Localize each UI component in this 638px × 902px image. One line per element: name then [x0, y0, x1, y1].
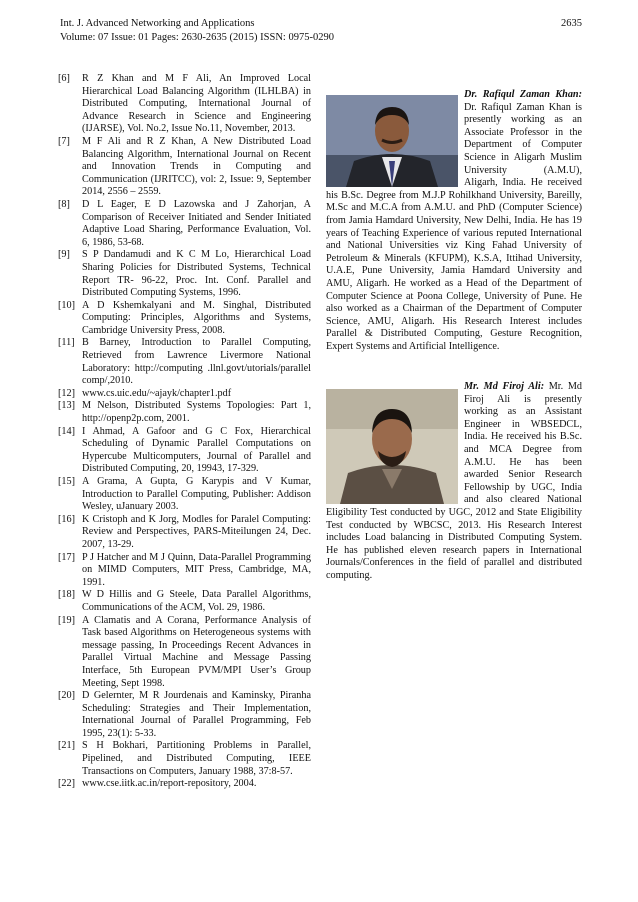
reference-number: [10] — [58, 299, 75, 311]
author-bio-text-ali: Mr. Md Firoj Ali is presently working as an Assistant Engineer in WBSEDCL, India. He received his B.Sc. and MCA Degree from A.M.U. He has been awarded Senior Research Fellowship by UGC, India and also cleared National Eligibility Test conducted by UGC, 2012 and State Eligibility Test conducted by WBCSC, 2013. His Research Interest includes Load balancing in Distributed Computing System. He has published eleven research papers in International Journals/Conferences in the field of parallel and distributed computing. — [326, 381, 582, 581]
reference-item — [58, 514, 311, 552]
reference-number: [9] — [58, 249, 70, 261]
reference-number: [7] — [58, 135, 70, 147]
reference-number: [12] — [58, 387, 75, 399]
reference-item — [58, 615, 311, 691]
reference-number: [16] — [58, 513, 75, 525]
reference-text: www.cse.iitk.ac.in/report-repository, 2004. — [82, 778, 257, 790]
reference-item — [58, 199, 311, 249]
reference-text: P J Hatcher and M J Quinn, Data-Parallel Programming on MIMD Computers, MIT Press, Cambridge, MA, 1991. — [82, 551, 311, 588]
reference-text: M F Ali and R Z Khan, A New Distributed Load Balancing Algorithm, International Journal on Recent and Innovation Trends in Computing and Communication (IJRITCC), vol: 2, Issue: 9, September 2014, 2556 – 2559. — [82, 135, 311, 198]
reference-item — [58, 249, 311, 299]
reference-text: A Grama, A Gupta, G Karypis and V Kumar, Introduction to Parallel Computing, Publisher: Addison Wesley, uJanuary 2003. — [82, 476, 311, 513]
reference-item — [58, 778, 311, 791]
reference-text: S P Dandamudi and K C M Lo, Hierarchical Load Sharing Policies for Distributed Systems, Technical Report TR- 96-22, Proc. Int. Conf. Parallel and Distributed Computing Systems, 1996. — [82, 249, 311, 299]
reference-text: B Barney, Introduction to Parallel Computing, Retrieved from Lawrence Livermore National Laboratory: http://computing .llnl.govt/utorials/parallel comp/,2010. — [82, 337, 311, 387]
reference-number: [22] — [58, 778, 75, 790]
reference-text: A Clamatis and A Corana, Performance Analysis of Task based Algorithms on Heterogeneous systems with message passing, In Proceedings Recent Advances in Parallel Virtual Machine and Message Passing Interface, 5th European PVM/MPI User’s Group Meeting, Sept 1998. — [82, 614, 311, 689]
author-bio-khan — [326, 89, 582, 353]
reference-number: [15] — [58, 476, 75, 487]
reference-item — [58, 476, 311, 514]
reference-number: [8] — [58, 198, 70, 210]
page-number: 2635 — [561, 18, 582, 29]
reference-text: www.cs.uic.edu/~ajayk/chapter1.pdf — [82, 387, 232, 399]
author-photo-khan — [326, 95, 458, 187]
reference-text: S H Bokhari, Partitioning Problems in Parallel, Pipelined, and Distributed Computing, IEEE Transactions on Computers, January 1988, 37:8-57. — [82, 740, 311, 777]
reference-item — [58, 73, 311, 136]
reference-text: M Nelson, Distributed Systems Topologies: Part 1, http://openp2p.com, 2001. — [82, 400, 311, 425]
reference-number: [19] — [58, 614, 75, 626]
reference-text: R Z Khan and M F Ali, An Improved Local Hierarchical Load Balancing Algorithm (ILHLBA) in Distributed Computing, International Journal of Advance Research in Science and Engineering (IJARSE), Vol. No.2, Issue No.11, November, 2013. — [82, 73, 311, 135]
running-header — [60, 17, 580, 45]
reference-number: [20] — [58, 690, 75, 702]
reference-number: [6] — [58, 73, 70, 84]
reference-text: K Cristoph and K Jorg, Modles for Paralel Computing: Review and Perspectives, PARS-Miteilungen 24, Dec. 2007, 13-29. — [82, 513, 311, 550]
reference-number: [14] — [58, 425, 75, 437]
reference-number: [18] — [58, 589, 75, 601]
reference-item — [58, 740, 311, 778]
reference-item — [58, 388, 311, 401]
reference-text: W D Hillis and G Steele, Data Parallel Algorithms, Communications of the ACM, Vol. 29, 1986. — [82, 589, 311, 613]
reference-item — [58, 589, 311, 614]
reference-text: I Ahmad, A Gafoor and G C Fox, Hierarchical Scheduling of Dynamic Parallel Computations on Hypercube Multicomputers, Journal of Parallel and Distributed Computing, 20, 19943, 17-329. — [82, 425, 311, 475]
reference-item — [58, 400, 311, 425]
issue-line: Volume: 07 Issue: 01 Pages: 2630-2635 (2015) ISSN: 0975-0290 — [60, 32, 334, 43]
reference-text: D L Eager, E D Lazowska and J Zahorjan, A Comparison of Receiver Initiated and Sender Initiated Adaptive Load Sharing, Performance Evaluation, Vol. 6, 1986, 53-68. — [82, 198, 311, 248]
reference-number: [21] — [58, 740, 75, 752]
reference-item — [58, 426, 311, 476]
references-list — [58, 73, 311, 791]
journal-title: Int. J. Advanced Networking and Applications — [60, 18, 255, 29]
reference-number: [11] — [58, 337, 75, 349]
reference-text: D Gelernter, M R Jourdenais and Kaminsky, Piranha Scheduling: Strategies and Their Implementation, International Journal of Parallel Programming, Feb 1995, 23(1): 5-33. — [82, 690, 311, 739]
author-photo-ali — [326, 389, 458, 504]
reference-text: A D Kshemkalyani and M. Singhal, Distributed Computing: Principles, Algorithms and Systems, Cambridge University Press, 2008. — [82, 299, 311, 336]
reference-item — [58, 300, 311, 338]
reference-item — [58, 552, 311, 590]
author-bio-ali — [326, 381, 582, 583]
author-name-khan: Dr. Rafiqul Zaman Khan: — [464, 89, 582, 100]
reference-number: [17] — [58, 551, 75, 563]
reference-number: [13] — [58, 400, 75, 412]
author-name-ali: Mr. Md Firoj Ali: — [464, 381, 545, 392]
author-bio-text-khan: Dr. Rafiqul Zaman Khan is presently working as an Associate Professor in the Department of Computer Science in Aligarh Muslim University (A.M.U), Aligarh, India. He received his B.Sc. Degree from M.J.P Rohilkhand University, Bareilly, M.Sc and M.C.A from A.M.U. and PhD (Computer Science) from Jamia Hamdard University, New Delhi, India. He has 19 years of Teaching Experience of various reputed International and National Universities viz King Fahad University of Petroleum & Minerals (KFUPM), K.S.A, Ittihad University, U.A.E, Pune University, Jamia Hamdard University and AMU, Aligarh. He worked as a Head of the Department of Computer Science at Poona College, University of Pune. He also worked as a Chairman of the Department of Computer Science, AMU, Aligarh. His Research Interest includes Parallel & Distributed Computing, Gesture Recognition, Expert Systems and Artificial Intelligence. — [326, 101, 582, 352]
reference-item — [58, 136, 311, 199]
reference-item — [58, 337, 311, 387]
reference-item — [58, 690, 311, 740]
